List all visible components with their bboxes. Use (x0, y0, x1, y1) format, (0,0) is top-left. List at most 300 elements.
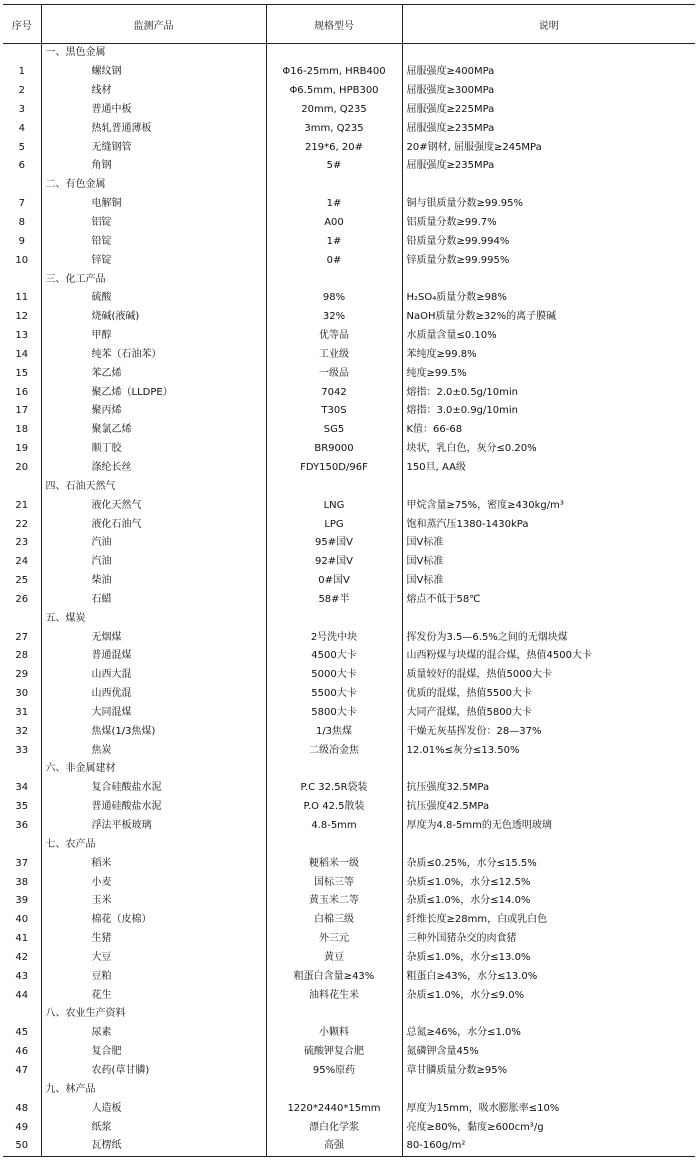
table-row (3, 289, 695, 308)
category-label: 七、农产品 (41, 835, 266, 854)
spec-model: 一级品 (266, 364, 402, 383)
table-row (3, 364, 695, 383)
product-name: 汽油 (41, 534, 266, 553)
row-number: 1 (18, 66, 25, 78)
table-row (3, 930, 695, 949)
spec-model: LNG (266, 496, 402, 515)
row-number: 28 (15, 650, 29, 662)
spec-model: 0# (266, 251, 402, 270)
description: 总氮≥46%，水分≤1.0% (402, 1024, 695, 1043)
spec-model: FDY150D/96F (266, 459, 402, 478)
product-name: 尿素 (41, 1024, 266, 1043)
table-row (3, 986, 695, 1005)
row-number: 36 (15, 820, 29, 832)
description: 80-160g/m² (402, 1137, 695, 1156)
product-name: 硫酸 (41, 289, 266, 308)
row-number: 34 (15, 782, 29, 794)
row-number: 8 (18, 217, 25, 229)
monitoring-products-table-sheet (3, 4, 695, 1157)
description: 厚度为15mm，吸水膨胀率≤10% (402, 1099, 695, 1118)
row-number: 44 (15, 989, 29, 1001)
description: 熔指：2.0±0.5g/10min (402, 383, 695, 402)
description: 杂质≤1.0%，水分≤13.0% (402, 949, 695, 968)
description: 20#钢材, 屈服强度≥245MPa (402, 138, 695, 157)
product-name: 铝锭 (41, 214, 266, 233)
description: 块状，乳白色，灰分≤0.20% (402, 440, 695, 459)
spec-model: 219*6, 20# (266, 138, 402, 157)
description: 屈服强度≥235MPa (402, 119, 695, 138)
description: 屈服强度≥400MPa (402, 63, 695, 82)
table-row (3, 383, 695, 402)
spec-model: 5800大卡 (266, 704, 402, 723)
spec-model: 黄玉米二等 (266, 892, 402, 911)
row-number: 49 (15, 1121, 29, 1133)
table-body (3, 44, 695, 1157)
product-name: 豆粕 (41, 967, 266, 986)
product-name: 浮法平板玻璃 (41, 817, 266, 836)
spec-model: Φ6.5mm, HPB300 (266, 82, 402, 101)
category-no-cell (3, 270, 41, 289)
product-name: 铅锭 (41, 232, 266, 251)
table-row (3, 590, 695, 609)
category-no-cell (3, 477, 41, 496)
spec-model: 2号洗中块 (266, 628, 402, 647)
category-note-cell (402, 176, 695, 195)
spec-model: 1220*2440*15mm (266, 1099, 402, 1118)
row-number: 26 (15, 593, 29, 605)
table-row (3, 628, 695, 647)
spec-model: 5# (266, 157, 402, 176)
row-number: 25 (15, 575, 29, 587)
category-row (3, 1005, 695, 1024)
spec-model: LPG (266, 515, 402, 534)
row-number: 17 (15, 405, 29, 417)
description: 屈服强度≥300MPa (402, 82, 695, 101)
table-row (3, 1024, 695, 1043)
row-number: 23 (15, 537, 29, 549)
spec-model: 5000大卡 (266, 666, 402, 685)
product-name: 稻米 (41, 854, 266, 873)
spec-model: 7042 (266, 383, 402, 402)
category-label: 二、有色金属 (41, 176, 266, 195)
description: 亮度≥80%，黏度≥600cm³/g (402, 1118, 695, 1137)
spec-model: 20mm, Q235 (266, 101, 402, 120)
description: 锌质量分数≥99.995% (402, 251, 695, 270)
spec-model: 5500大卡 (266, 685, 402, 704)
spec-model: 漂白化学浆 (266, 1118, 402, 1137)
row-number: 29 (15, 669, 29, 681)
table-row (3, 553, 695, 572)
description: 优质的混煤，热值5500大卡 (402, 685, 695, 704)
row-number: 33 (15, 744, 29, 756)
description: 氮磷钾含量45% (402, 1043, 695, 1062)
description: 12.01%≤灰分≤13.50% (402, 741, 695, 760)
product-name: 纯苯（石油苯） (41, 346, 266, 365)
category-label: 六、非金属建材 (41, 760, 266, 779)
table-row (3, 572, 695, 591)
category-spec-cell (266, 1080, 402, 1099)
category-no-cell (3, 760, 41, 779)
table-row (3, 704, 695, 723)
category-row (3, 760, 695, 779)
spec-model: 32% (266, 308, 402, 327)
product-name: 液化石油气 (41, 515, 266, 534)
description: 甲烷含量≥75%，密度≥430kg/m³ (402, 496, 695, 515)
category-label: 三、化工产品 (41, 270, 266, 289)
category-note-cell (402, 760, 695, 779)
table-header-row (3, 5, 695, 44)
table-row (3, 459, 695, 478)
row-number: 27 (15, 631, 29, 643)
row-number: 50 (3, 1137, 41, 1156)
category-note-cell (402, 477, 695, 496)
description: 杂质≤1.0%，水分≤14.0% (402, 892, 695, 911)
product-name: 普通中板 (41, 101, 266, 120)
row-number: 3 (18, 103, 25, 115)
header-spec: 规格型号 (266, 5, 402, 44)
spec-model: T30S (266, 402, 402, 421)
description: 厚度为4.8-5mm的无色透明玻璃 (402, 817, 695, 836)
product-name: 柴油 (41, 572, 266, 591)
table-row (3, 496, 695, 515)
spec-model: 98% (266, 289, 402, 308)
product-name: 液化天然气 (41, 496, 266, 515)
table-row (3, 421, 695, 440)
category-no-cell (3, 1005, 41, 1024)
table-row (3, 101, 695, 120)
row-number: 15 (15, 367, 29, 379)
category-no-cell (3, 1080, 41, 1099)
table-row (3, 666, 695, 685)
row-number: 4 (18, 122, 25, 134)
row-number: 21 (15, 499, 29, 511)
product-name: 大豆 (41, 949, 266, 968)
category-note-cell (402, 1080, 695, 1099)
category-spec-cell (266, 176, 402, 195)
description: 国Ⅴ标准 (402, 534, 695, 553)
category-spec-cell (266, 760, 402, 779)
product-name: 角钢 (41, 157, 266, 176)
spec-model: 二级冶金焦 (266, 741, 402, 760)
category-label: 一、黑色金属 (41, 44, 266, 63)
row-number: 39 (15, 895, 29, 907)
spec-model: 粗蛋白含量≥43% (266, 967, 402, 986)
category-note-cell (402, 270, 695, 289)
row-number: 38 (15, 876, 29, 888)
product-name: 顺丁胶 (41, 440, 266, 459)
row-number: 40 (15, 914, 29, 926)
category-spec-cell (266, 835, 402, 854)
spec-model: 国标三等 (266, 873, 402, 892)
product-name: 无烟煤 (41, 628, 266, 647)
header-product: 监测产品 (41, 5, 266, 44)
spec-model: 白棉三级 (266, 911, 402, 930)
table-row (3, 138, 695, 157)
description: 杂质≤1.0%，水分≤9.0% (402, 986, 695, 1005)
row-number: 6 (18, 160, 25, 172)
description: 150旦, AA级 (402, 459, 695, 478)
category-label: 九、林产品 (41, 1080, 266, 1099)
table-row (3, 1118, 695, 1137)
product-name: 螺纹钢 (41, 63, 266, 82)
category-no-cell (3, 609, 41, 628)
product-name: 人造板 (41, 1099, 266, 1118)
row-number: 48 (15, 1102, 29, 1114)
product-name: 无缝钢管 (41, 138, 266, 157)
product-name: 聚丙烯 (41, 402, 266, 421)
description: 熔点不低于58℃ (402, 590, 695, 609)
spec-model: Φ16-25mm, HRB400 (266, 63, 402, 82)
table-row (3, 892, 695, 911)
description: 纯度≥99.5% (402, 364, 695, 383)
product-name: 复合硅酸盐水泥 (41, 779, 266, 798)
product-name: 烧碱(液碱) (41, 308, 266, 327)
description: 饱和蒸汽压1380-1430kPa (402, 515, 695, 534)
row-number: 43 (15, 970, 29, 982)
row-number: 9 (18, 235, 25, 247)
row-number: 19 (15, 443, 29, 455)
product-name: 苯乙烯 (41, 364, 266, 383)
spec-model: 黄豆 (266, 949, 402, 968)
category-note-cell (402, 835, 695, 854)
category-row (3, 609, 695, 628)
category-row (3, 835, 695, 854)
table-row (3, 327, 695, 346)
description: 大同产混煤，热值5800大卡 (402, 704, 695, 723)
description: 粗蛋白≥43%，水分≤13.0% (402, 967, 695, 986)
product-name: 花生 (41, 986, 266, 1005)
product-name: 小麦 (41, 873, 266, 892)
row-number: 7 (18, 198, 25, 210)
description: NaOH质量分数≥32%的离子膜碱 (402, 308, 695, 327)
category-spec-cell (266, 477, 402, 496)
description: 抗压强度42.5MPa (402, 798, 695, 817)
spec-model: P.O 42.5散装 (266, 798, 402, 817)
description: K值：66-68 (402, 421, 695, 440)
row-number: 46 (15, 1046, 29, 1058)
description: 纤维长度≥28mm，白或乳白色 (402, 911, 695, 930)
row-number: 2 (18, 85, 25, 97)
description: 铅质量分数≥99.994% (402, 232, 695, 251)
table-row (3, 1099, 695, 1118)
table-row (3, 440, 695, 459)
description: 杂质≤1.0%，水分≤12.5% (402, 873, 695, 892)
product-name: 山西优混 (41, 685, 266, 704)
product-name: 山西大混 (41, 666, 266, 685)
description: 屈服强度≥235MPa (402, 157, 695, 176)
spec-model: 1/3焦煤 (266, 722, 402, 741)
row-number: 12 (15, 311, 29, 323)
header-no: 序号 (3, 5, 41, 44)
table-row (3, 722, 695, 741)
product-name: 生猪 (41, 930, 266, 949)
table-row (3, 854, 695, 873)
row-number: 42 (15, 951, 29, 963)
product-name: 普通混煤 (41, 647, 266, 666)
table-row (3, 798, 695, 817)
description: 杂质≤0.25%，水分≤15.5% (402, 854, 695, 873)
row-number: 13 (15, 330, 29, 342)
spec-model: SG5 (266, 421, 402, 440)
table-row (3, 82, 695, 101)
category-row (3, 270, 695, 289)
table-row (3, 911, 695, 930)
spec-model: 58#半 (266, 590, 402, 609)
spec-model: 95#国Ⅴ (266, 534, 402, 553)
row-number: 35 (15, 801, 29, 813)
spec-model: 1# (266, 195, 402, 214)
table-row (3, 402, 695, 421)
row-number: 32 (15, 725, 29, 737)
description: 三种外国猪杂交的肉食猪 (402, 930, 695, 949)
table-row (3, 195, 695, 214)
row-number: 45 (15, 1027, 29, 1039)
spec-model: 硫酸钾复合肥 (266, 1043, 402, 1062)
product-name: 棉花（皮棉） (41, 911, 266, 930)
spec-model: A00 (266, 214, 402, 233)
row-number: 37 (15, 857, 29, 869)
product-name: 复合肥 (41, 1043, 266, 1062)
product-name: 聚氯乙烯 (41, 421, 266, 440)
category-label: 四、石油天然气 (41, 477, 266, 496)
row-number: 24 (15, 556, 29, 568)
product-name: 涤纶长丝 (41, 459, 266, 478)
category-note-cell (402, 1005, 695, 1024)
table-row (3, 685, 695, 704)
description: 水质量含量≤0.10% (402, 327, 695, 346)
spec-model: BR9000 (266, 440, 402, 459)
spec-model: 工业级 (266, 346, 402, 365)
category-row (3, 44, 695, 63)
product-name: 大同混煤 (41, 704, 266, 723)
category-spec-cell (266, 44, 402, 63)
spec-model: 92#国Ⅴ (266, 553, 402, 572)
table-row (3, 214, 695, 233)
category-no-cell (3, 176, 41, 195)
table-row (3, 967, 695, 986)
description: 铜与银质量分数≥99.95% (402, 195, 695, 214)
product-name: 瓦楞纸 (41, 1137, 266, 1156)
description: 苯纯度≥99.8% (402, 346, 695, 365)
monitoring-products-table (3, 4, 695, 1157)
category-no-cell (3, 44, 41, 63)
category-spec-cell (266, 270, 402, 289)
description: 屈服强度≥225MPa (402, 101, 695, 120)
category-note-cell (402, 609, 695, 628)
row-number: 10 (15, 254, 29, 266)
table-row (3, 157, 695, 176)
row-number: 20 (15, 461, 29, 473)
table-row (3, 1043, 695, 1062)
product-name: 电解铜 (41, 195, 266, 214)
category-row (3, 477, 695, 496)
row-number: 18 (15, 424, 29, 436)
spec-model: 小颗料 (266, 1024, 402, 1043)
table-row (3, 741, 695, 760)
spec-model: 0#国Ⅴ (266, 572, 402, 591)
spec-model: 4500大卡 (266, 647, 402, 666)
row-number: 11 (15, 292, 29, 304)
table-row (3, 1062, 695, 1081)
row-number: 31 (15, 706, 29, 718)
header-note: 说明 (402, 5, 695, 44)
description: 挥发份为3.5—6.5%之间的无烟块煤 (402, 628, 695, 647)
table-row (3, 119, 695, 138)
table-row (3, 308, 695, 327)
product-name: 焦炭 (41, 741, 266, 760)
description: H₂SO₄质量分数≥98% (402, 289, 695, 308)
table-row (3, 873, 695, 892)
category-note-cell (402, 44, 695, 63)
product-name: 锌锭 (41, 251, 266, 270)
row-number: 30 (15, 688, 29, 700)
description: 干燥无灰基挥发份：28—37% (402, 722, 695, 741)
table-row (3, 1137, 695, 1156)
category-label: 五、煤炭 (41, 609, 266, 628)
description: 山西粉煤与块煤的混合煤，热值4500大卡 (402, 647, 695, 666)
table-row (3, 63, 695, 82)
category-no-cell (3, 835, 41, 854)
table-row (3, 534, 695, 553)
spec-model: 粳稻米一级 (266, 854, 402, 873)
spec-model: 高强 (266, 1137, 402, 1156)
table-row (3, 949, 695, 968)
product-name: 甲醇 (41, 327, 266, 346)
product-name: 热轧普通薄板 (41, 119, 266, 138)
spec-model: 3mm, Q235 (266, 119, 402, 138)
category-spec-cell (266, 1005, 402, 1024)
row-number: 41 (15, 933, 29, 945)
spec-model: 优等品 (266, 327, 402, 346)
row-number: 22 (15, 518, 29, 530)
category-row (3, 1080, 695, 1099)
description: 草甘膦质量分数≥95% (402, 1062, 695, 1081)
description: 国Ⅴ标准 (402, 572, 695, 591)
product-name: 汽油 (41, 553, 266, 572)
product-name: 焦煤(1/3焦煤) (41, 722, 266, 741)
description: 抗压强度32.5MPa (402, 779, 695, 798)
category-spec-cell (266, 609, 402, 628)
spec-model: 油料花生米 (266, 986, 402, 1005)
product-name: 石蜡 (41, 590, 266, 609)
category-label: 八、农业生产资料 (41, 1005, 266, 1024)
table-row (3, 779, 695, 798)
spec-model: P.C 32.5R袋装 (266, 779, 402, 798)
description: 铝质量分数≥99.7% (402, 214, 695, 233)
product-name: 玉米 (41, 892, 266, 911)
product-name: 普通硅酸盐水泥 (41, 798, 266, 817)
table-row (3, 232, 695, 251)
category-row (3, 176, 695, 195)
row-number: 16 (15, 386, 29, 398)
table-row (3, 346, 695, 365)
table-row (3, 647, 695, 666)
product-name: 纸浆 (41, 1118, 266, 1137)
spec-model: 95%原药 (266, 1062, 402, 1081)
product-name: 农药(草甘膦) (41, 1062, 266, 1081)
table-row (3, 817, 695, 836)
spec-model: 外三元 (266, 930, 402, 949)
product-name: 线材 (41, 82, 266, 101)
row-number: 14 (15, 348, 29, 360)
description: 熔指：3.0±0.9g/10min (402, 402, 695, 421)
row-number: 47 (15, 1064, 29, 1076)
table-row (3, 251, 695, 270)
description: 质量较好的混煤，热值5000大卡 (402, 666, 695, 685)
product-name: 聚乙烯（LLDPE） (41, 383, 266, 402)
table-row (3, 515, 695, 534)
row-number: 5 (18, 141, 25, 153)
